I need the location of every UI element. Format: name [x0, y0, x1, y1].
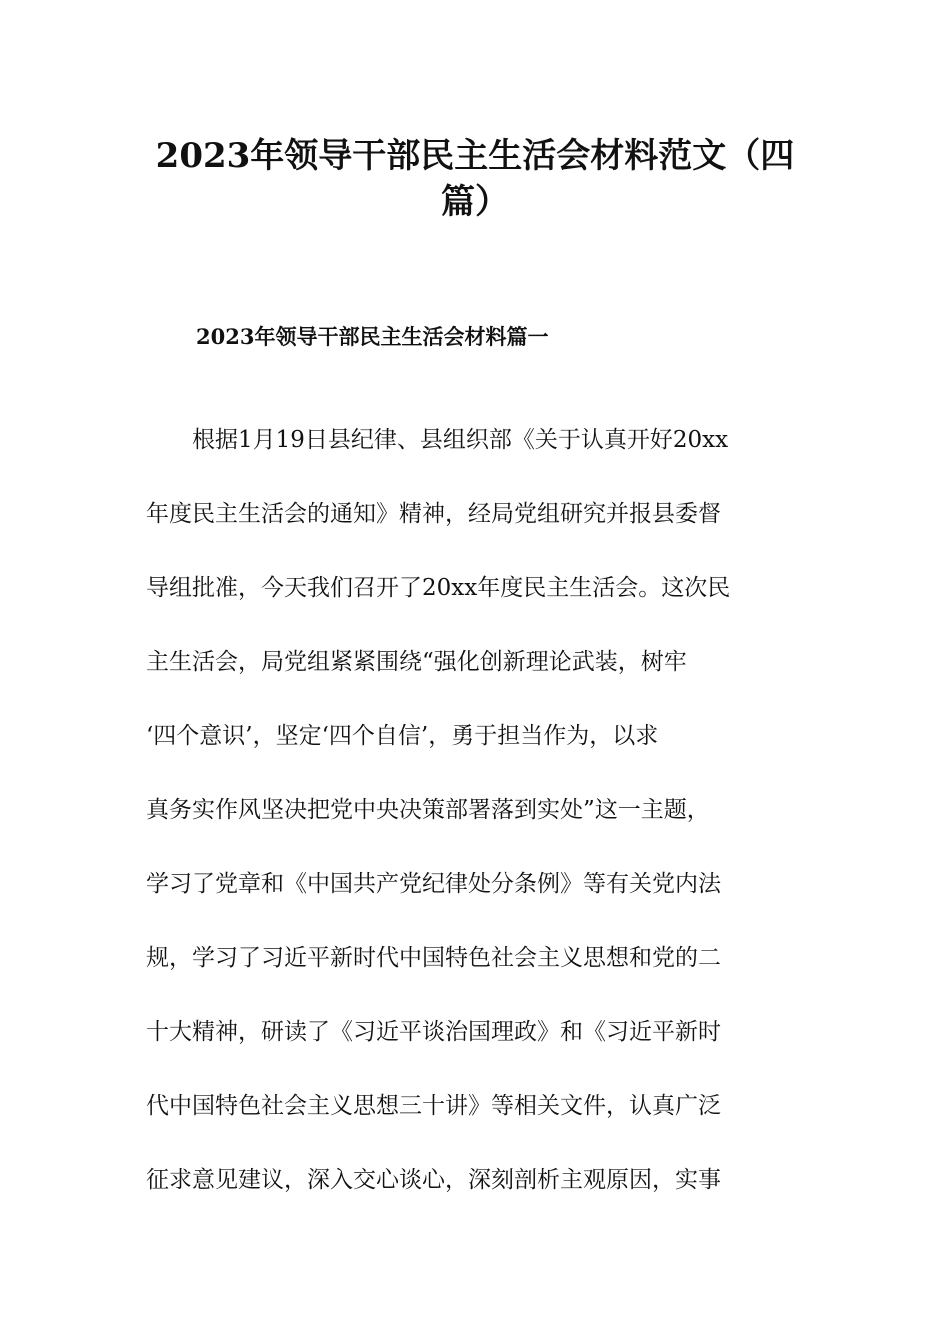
paragraph-line: 学习了党章和《中国共产党纪律处分条例》等有关党内法	[146, 871, 721, 897]
paragraph-line: 规，学习了习近平新时代中国特色社会主义思想和党的二	[146, 945, 721, 971]
paragraph-line: ‘四个意识’，坚定‘四个自信’，勇于担当作为，以求	[146, 723, 659, 749]
document-title-line-1: 2023年领导干部民主生活会材料范文（四	[155, 136, 795, 176]
paragraph-line: 年度民主生活会的通知》精神，经局党组研究并报县委督	[146, 501, 721, 527]
paragraph-line: 十大精神，研读了《习近平谈治国理政》和《习近平新时	[146, 1019, 721, 1045]
paragraph-line: 导组批准，今天我们召开了20xx年度民主生活会。这次民	[146, 575, 731, 601]
document-title-line-2: 篇）	[441, 182, 509, 222]
paragraph-line: 代中国特色社会主义思想三十讲》等相关文件，认真广泛	[146, 1093, 721, 1119]
paragraph-line: 真务实作风坚决把党中央决策部署落到实处”这一主题，	[146, 797, 710, 823]
paragraph-line: 主生活会，局党组紧紧围绕“强化创新理论武装，树牢	[146, 649, 687, 675]
paragraph-line: 根据1月19日县纪律、县组织部《关于认真开好20xx	[146, 427, 729, 453]
paragraph-line: 征求意见建议，深入交心谈心，深刻剖析主观原因，实事	[146, 1167, 721, 1193]
section-heading: 2023年领导干部民主生活会材料篇一	[196, 324, 549, 349]
